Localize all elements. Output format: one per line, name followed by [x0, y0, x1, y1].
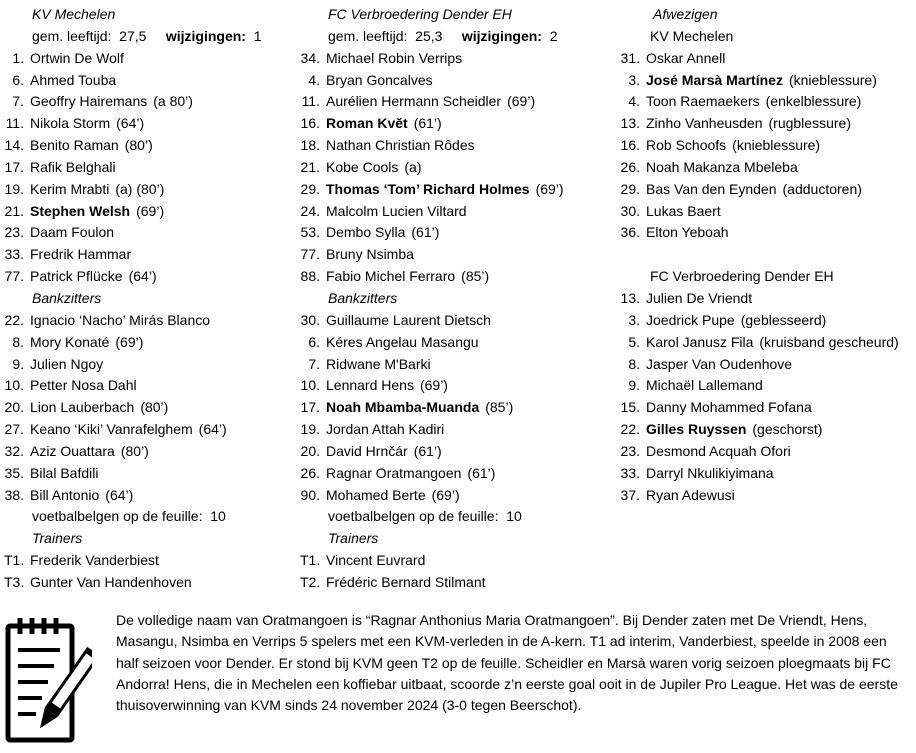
- player-note: (a 80’): [153, 93, 193, 110]
- player-name: Darryl Nkulikiyimana: [646, 464, 774, 481]
- player-row: [4, 70, 262, 92]
- shirt-number: 17.: [4, 158, 24, 175]
- player-note: (64’): [198, 421, 227, 438]
- player-row: [4, 485, 262, 507]
- player-name: Roman Kvĕt: [326, 115, 408, 132]
- spacer: [620, 244, 899, 266]
- player-name: Kobe Cools: [326, 158, 399, 175]
- trainers-list: [300, 550, 564, 594]
- player-name: Toon Raemaekers: [646, 93, 760, 110]
- shirt-number: 11.: [301, 93, 320, 110]
- player-name: Fredrik Hammar: [30, 246, 132, 263]
- player-name: Bill Antonio: [30, 486, 100, 503]
- player-row: [300, 375, 564, 397]
- player-name: Mory Konaté: [30, 333, 110, 350]
- player-row: [620, 201, 899, 223]
- shirt-number: 16.: [300, 115, 320, 132]
- trainer-row: [4, 572, 262, 594]
- shirt-number: 35.: [4, 464, 24, 481]
- player-name: Ragnar Oratmangoen: [326, 464, 462, 481]
- player-note: (knieblessure): [788, 71, 877, 88]
- player-name: Stephen Welsh: [30, 202, 131, 219]
- player-note: (69’): [419, 377, 448, 394]
- player-row: [4, 375, 262, 397]
- shirt-number: 77.: [300, 246, 320, 263]
- player-note: (69’): [507, 93, 536, 110]
- bench-heading: Bankzitters: [328, 289, 398, 306]
- player-name: Ridwane M'Barki: [326, 355, 431, 372]
- shirt-number: 3.: [628, 71, 640, 88]
- player-name: Petter Nosa Dahl: [30, 377, 137, 394]
- player-note: (69’): [431, 486, 460, 503]
- shirt-number: 8.: [628, 355, 640, 372]
- shirt-number: 36.: [620, 224, 640, 241]
- shirt-number: 4.: [628, 93, 640, 110]
- player-name: Ignacio ‘Nacho’ Mirás Blanco: [30, 311, 211, 328]
- player-name: Elton Yeboah: [646, 224, 729, 241]
- player-note: (rugblessure): [768, 115, 851, 132]
- player-note: (80’): [124, 137, 153, 154]
- team-title: FC Verbroedering Dender EH: [328, 6, 512, 22]
- shirt-number: 10.: [4, 377, 24, 394]
- shirt-number: 88.: [300, 268, 320, 285]
- absent-kvm-title: KV Mechelen: [650, 27, 734, 44]
- absent-kvm-list: [620, 48, 899, 245]
- player-note: (a): [404, 158, 422, 175]
- shirt-number: 6.: [12, 71, 24, 88]
- notepad-pen-icon: [4, 614, 92, 746]
- player-note: (80’): [140, 399, 169, 416]
- shirt-number: 6.: [308, 333, 320, 350]
- player-name: Lukas Baert: [646, 202, 721, 219]
- player-row: [620, 332, 899, 354]
- team-stats: gem. leeftijd: 27,5 wijzigingen: 1: [32, 27, 262, 44]
- shirt-number: 29.: [300, 180, 320, 197]
- player-row: [620, 397, 899, 419]
- player-name: Noah Makanza Mbeleba: [646, 158, 798, 175]
- shirt-number: 22.: [4, 311, 24, 328]
- player-row: [300, 266, 564, 288]
- player-row: [300, 135, 564, 157]
- player-name: Bryan Goncalves: [326, 71, 433, 88]
- shirt-number: 13.: [620, 115, 640, 132]
- player-name: Thomas ‘Tom’ Richard Holmes: [326, 180, 530, 197]
- player-row: [300, 485, 564, 507]
- shirt-number: 14.: [4, 137, 24, 154]
- player-row: [4, 419, 262, 441]
- shirt-number: 9.: [628, 377, 640, 394]
- absent-dender-title: FC Verbroedering Dender EH: [650, 268, 834, 285]
- trainer-row: [4, 550, 262, 572]
- player-row: [620, 113, 899, 135]
- shirt-number: 10.: [300, 377, 320, 394]
- player-note: (61’): [467, 464, 496, 481]
- starters-list: [300, 48, 564, 288]
- player-name: Benito Raman: [30, 137, 119, 154]
- shirt-number: 38.: [4, 486, 24, 503]
- shirt-number: T1.: [300, 552, 321, 569]
- shirt-number: 32.: [4, 442, 24, 459]
- shirt-number: 31.: [620, 49, 640, 66]
- player-name: Noah Mbamba-Muanda: [326, 399, 480, 416]
- player-row: [300, 179, 564, 201]
- player-row: [300, 354, 564, 376]
- player-name: Lion Lauberbach: [30, 399, 135, 416]
- player-note: (kruisband gescheurd): [759, 333, 899, 350]
- player-note: (80’): [120, 442, 149, 459]
- shirt-number: 20.: [300, 442, 320, 459]
- shirt-number: 20.: [4, 399, 24, 416]
- shirt-number: 19.: [300, 421, 320, 438]
- shirt-number: 21.: [300, 158, 320, 175]
- starters-list: [4, 48, 262, 288]
- shirt-number: 21.: [4, 202, 24, 219]
- player-name: Bas Van den Eynden: [646, 180, 777, 197]
- trainer-row: [300, 572, 564, 594]
- player-row: [300, 419, 564, 441]
- player-name: Malcolm Lucien Viltard: [326, 202, 467, 219]
- shirt-number: 7.: [12, 93, 24, 110]
- player-row: [300, 222, 564, 244]
- player-name: Dembo Sylla: [326, 224, 406, 241]
- player-name: Ahmed Touba: [30, 71, 117, 88]
- shirt-number: 1.: [12, 49, 24, 66]
- player-name: Nikola Storm: [30, 115, 111, 132]
- player-row: [620, 354, 899, 376]
- player-row: [620, 375, 899, 397]
- bench-list: [4, 310, 262, 507]
- player-name: Karol Janusz Fila: [646, 333, 754, 350]
- team-stats: gem. leeftijd: 25,3 wijzigingen: 2: [328, 27, 558, 44]
- player-row: [620, 91, 899, 113]
- shirt-number: 9.: [12, 355, 24, 372]
- player-note: (61’): [411, 224, 440, 241]
- player-row: [4, 91, 262, 113]
- player-row: [620, 157, 899, 179]
- shirt-number: 27.: [4, 421, 24, 438]
- player-note: (geschorst): [752, 421, 823, 438]
- player-name: Jordan Attah Kadiri: [326, 421, 445, 438]
- player-row: [300, 70, 564, 92]
- player-row: [300, 397, 564, 419]
- player-row: [620, 463, 899, 485]
- player-row: [620, 288, 899, 310]
- player-row: [4, 397, 262, 419]
- bench-list: [300, 310, 564, 507]
- player-note: (69’): [115, 333, 144, 350]
- player-name: Michael Robin Verrips: [326, 49, 463, 66]
- shirt-number: T2.: [300, 573, 321, 590]
- player-row: [300, 48, 564, 70]
- player-row: [4, 266, 262, 288]
- player-name: Rob Schoofs: [646, 137, 727, 154]
- player-note: (enkelblessure): [765, 93, 862, 110]
- trainers-heading: Trainers: [32, 530, 83, 547]
- player-row: [4, 222, 262, 244]
- shirt-number: 4.: [308, 71, 320, 88]
- shirt-number: 53.: [300, 224, 320, 241]
- kvm-column: [4, 4, 262, 594]
- player-row: [620, 222, 899, 244]
- player-name: Bilal Bafdili: [30, 464, 99, 481]
- player-row: [620, 48, 899, 70]
- player-note: (64’): [128, 268, 157, 285]
- player-name: Julien Ngoy: [30, 355, 104, 372]
- shirt-number: 26.: [620, 158, 640, 175]
- shirt-number: 24.: [300, 202, 320, 219]
- shirt-number: T1.: [4, 552, 25, 569]
- shirt-number: 18.: [300, 137, 320, 154]
- player-name: Fabio Michel Ferraro: [326, 268, 456, 285]
- player-row: [300, 332, 564, 354]
- shirt-number: 22.: [620, 421, 640, 438]
- shirt-number: 29.: [620, 180, 640, 197]
- trivia-note: De volledige naam van Oratmangoen is “Ragnar Anthonius Maria Oratmangoen”. Bij Dender zaten met De Vriendt, Hens, Masangu, Nsimba en Verrips 5 spelers met een KVM-verleden in de A-kern. T1 ad interim, Vanderbiest, speelde in 2008 een half seizoen voor Dender. Er stond bij KVM geen T2 op de feuille. Scheidler en Marsà waren vorig seizoen ploegmaats bij FC Andorra! Hens, die in Mechelen een koffiebar uitbaat, scoorde z’n eerste goal ooit in de Jupiler Pro League. Het was de eerste thuisoverwinning van KVM sinds 24 november 2024 (3-0 tegen Beerschot).: [116, 612, 898, 714]
- shirt-number: 34.: [300, 49, 320, 66]
- player-name: Michaël Lallemand: [646, 377, 763, 394]
- player-note: (adductoren): [782, 180, 862, 197]
- trainer-name: Frederik Vanderbiest: [30, 552, 159, 569]
- player-name: Kerim Mrabti: [30, 180, 110, 197]
- shirt-number: 16.: [620, 137, 640, 154]
- player-note: (85’): [461, 268, 490, 285]
- sheet-count: voetbalbelgen op de feuille: 10: [32, 508, 226, 525]
- player-name: Kéres Angelau Masangu: [326, 333, 479, 350]
- player-row: [300, 201, 564, 223]
- player-row: [4, 244, 262, 266]
- player-row: [4, 310, 262, 332]
- player-name: Rafik Belghali: [30, 158, 116, 175]
- player-row: [620, 419, 899, 441]
- player-row: [4, 441, 262, 463]
- player-name: Mohamed Berte: [326, 486, 426, 503]
- shirt-number: 90.: [300, 486, 320, 503]
- shirt-number: 77.: [4, 268, 24, 285]
- trainers-list: [4, 550, 262, 594]
- player-note: (85’): [485, 399, 514, 416]
- player-row: [300, 113, 564, 135]
- shirt-number: 15.: [620, 399, 640, 416]
- shirt-number: 33.: [4, 246, 24, 263]
- shirt-number: 33.: [620, 464, 640, 481]
- player-row: [300, 157, 564, 179]
- player-name: Ortwin De Wolf: [30, 49, 124, 66]
- player-row: [4, 332, 262, 354]
- player-name: Aurélien Hermann Scheidler: [326, 93, 502, 110]
- shirt-number: 23.: [4, 224, 24, 241]
- absent-column: [620, 4, 899, 506]
- player-name: Jasper Van Oudenhove: [646, 355, 793, 372]
- player-name: Desmond Acquah Ofori: [646, 442, 791, 459]
- player-row: [4, 463, 262, 485]
- trainer-row: [300, 550, 564, 572]
- sheet-count: voetbalbelgen op de feuille: 10: [328, 508, 522, 525]
- player-note: (61’): [413, 442, 442, 459]
- player-row: [300, 441, 564, 463]
- shirt-number: 23.: [620, 442, 640, 459]
- dender-column: [300, 4, 564, 594]
- player-row: [4, 179, 262, 201]
- player-name: David Hrnčár: [326, 442, 408, 459]
- player-row: [620, 179, 899, 201]
- shirt-number: 3.: [628, 311, 640, 328]
- player-note: (61’): [413, 115, 442, 132]
- player-name: Danny Mohammed Fofana: [646, 399, 812, 416]
- shirt-number: 17.: [300, 399, 320, 416]
- player-row: [300, 91, 564, 113]
- shirt-number: 11.: [5, 115, 24, 132]
- player-row: [620, 441, 899, 463]
- shirt-number: 5.: [628, 333, 640, 350]
- shirt-number: 26.: [300, 464, 320, 481]
- player-name: Aziz Ouattara: [30, 442, 115, 459]
- shirt-number: 19.: [4, 180, 24, 197]
- player-note: (69’): [535, 180, 564, 197]
- player-row: [4, 201, 262, 223]
- trainer-name: Vincent Euvrard: [326, 552, 426, 569]
- player-row: [4, 113, 262, 135]
- shirt-number: 13.: [620, 289, 640, 306]
- player-name: Lennard Hens: [326, 377, 414, 394]
- trainers-heading: Trainers: [328, 530, 379, 547]
- player-row: [300, 310, 564, 332]
- player-row: [4, 157, 262, 179]
- player-name: Daam Foulon: [30, 224, 115, 241]
- player-name: Patrick Pflücke: [30, 268, 123, 285]
- player-note: (64’): [116, 115, 145, 132]
- shirt-number: T3.: [4, 573, 25, 590]
- player-row: [4, 354, 262, 376]
- player-name: Geoffry Hairemans: [30, 93, 148, 110]
- shirt-number: 30.: [620, 202, 640, 219]
- player-row: [620, 70, 899, 92]
- bench-heading: Bankzitters: [32, 289, 102, 306]
- player-row: [300, 244, 564, 266]
- player-name: Bruny Nsimba: [326, 246, 414, 263]
- player-name: Zinho Vanheusden: [646, 115, 763, 132]
- player-row: [620, 135, 899, 157]
- player-row: [620, 310, 899, 332]
- player-name: Nathan Christian Rôdes: [326, 137, 475, 154]
- team-title: KV Mechelen: [32, 6, 116, 22]
- shirt-number: 8.: [12, 333, 24, 350]
- player-row: [620, 485, 899, 507]
- player-name: Julien De Vriendt: [646, 289, 753, 306]
- player-note: (geblesseerd): [740, 311, 827, 328]
- trainer-name: Gunter Van Handenhoven: [30, 573, 192, 590]
- player-row: [4, 48, 262, 70]
- player-name: Ryan Adewusi: [646, 486, 735, 503]
- shirt-number: 30.: [300, 311, 320, 328]
- player-note: (69’): [136, 202, 165, 219]
- player-row: [4, 135, 262, 157]
- shirt-number: 37.: [620, 486, 640, 503]
- player-name: Joedrick Pupe: [646, 311, 735, 328]
- player-name: Gilles Ruyssen: [646, 421, 747, 438]
- absent-dender-list: [620, 288, 899, 506]
- player-note: (64’): [105, 486, 134, 503]
- player-note: (a) (80’): [115, 180, 165, 197]
- player-name: Keano ‘Kiki’ Vanrafelghem: [30, 421, 193, 438]
- trainer-name: Frédéric Bernard Stilmant: [326, 573, 486, 590]
- player-name: Oskar Annell: [646, 49, 726, 66]
- player-note: (knieblessure): [732, 137, 821, 154]
- player-name: José Marsà Martínez: [646, 71, 783, 88]
- absent-title: Afwezigen: [653, 6, 718, 22]
- player-row: [300, 463, 564, 485]
- player-name: Guillaume Laurent Dietsch: [326, 311, 491, 328]
- shirt-number: 7.: [308, 355, 320, 372]
